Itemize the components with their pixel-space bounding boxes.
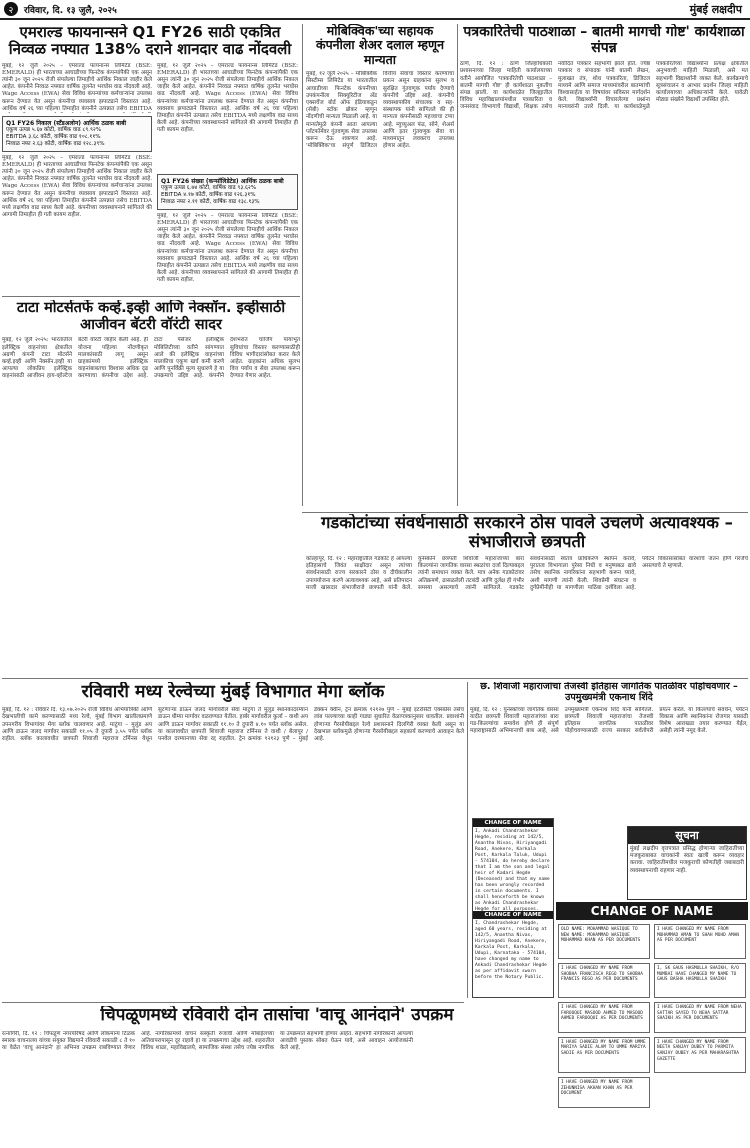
column-divider [457, 24, 458, 506]
row-divider [2, 1002, 464, 1003]
body-tata: मुंबई, १२ जुलै २०२५: भारतातील इलेक्ट्रिक वाहनांच्या क्षेत्रातील अग्रणी कंपनी टाटा मोटर्सने कर्व्ह.इव्ही आणि नेक्सॉन.इव्ही या आपल्या लोकप्रिय इलेक्ट्रिक वाहनांसाठी आजीवन हाय-व्होल्टेज बॅटरी वॉरंटी जाहीर केली आहे. ही योजना पहिल्या नोंदणीकृत मालकांसाठी लागू असून ग्राहकांमध्ये इलेक्ट्रिक वाहनांबाबतचा विश्वास अधिक दृढ करण्याचा कंपनीचा उद्देश आहे. टाटा पॅसेंजर इलेक्ट्रिक मोबिलिटीच्या वतीने सांगण्यात आले की इलेक्ट्रिक वाहनांच्या मालकीचा एकूण खर्च कमी करणे आणि पुनर्विक्री मूल्य सुधारणे हे या उपक्रमाचे उद्दिष्ट आहे. कंपनीने देशभरात चार्जिंग पायाभूत सुविधांचा विस्तार करण्यासाठीही विविध भागीदारांसोबत करार केले आहेत. ग्राहकांना अधिक सुलभ वित्त पर्याय व सेवा उपलब्ध करून देण्यात येणार आहेत. [2, 337, 300, 380]
body-shivaji: मुंबई, दि. १२ : युनेस्कोच्या जागतिक वारसा यादीत छत्रपती शिवाजी महाराजांच्या बारा गड-किल्ल्यांचा समावेश होणे ही संपूर्ण महाराष्ट्रासाठी अभिमानाची बाब आहे, असे उपमुख्यमंत्री एकनाथ शिंदे यांनी सांगितले. छत्रपती शिवाजी महाराजांचा तेजस्वी इतिहास जागतिक पातळीवर पोहोचवण्यासाठी राज्य सरकार सर्वतोपरी प्रयत्न करेल. या किल्ल्यांचे संवर्धन, पर्यटन विकास आणि स्थानिकांना रोजगार यासाठी विशेष आराखडा तयार करण्यात येईल, असेही त्यांनी नमूद केले. [470, 706, 748, 735]
infobox-line: निव्वळ नफा २.६३ कोटी, वार्षिक वाढ १२८.३९% [6, 140, 105, 147]
ad-heading: CHANGE OF NAME [473, 911, 553, 919]
name-change-ad: I HAVE CHANGED MY NAME FROM MOHAMMAD AMAN TO SHAH MOHD AMAN AS PER DOCUMENT [654, 924, 746, 959]
article-mobikwik [306, 24, 454, 508]
article-railway [2, 682, 464, 1000]
name-change-ad: I HAVE CHANGED MY NAME FROM FAROOQUI MASOOD AHMED TO MASOOD AHMED FAROOQUI AS PER DOCUMENTS [558, 1002, 650, 1033]
headline-journalism: पत्रकारितेची पाठशाळा – बातमी मागची गोष्ट' कार्यशाळा संपन्न [463, 24, 745, 57]
ad-text: I, Chandrashekar Hegde, aged 60 years, residing at 142/5, Anantha Nivas, Hiriyangadi Road, Anekere, Karkala Post, Karkala, Udupi, Karnataka - 574104, have changed my name to Ankadi Chandrashekar Hegde as per affidavit sworn before the Notary Public. [475, 921, 547, 980]
infobox-standalone-title: Q1 FY26 निकाल (स्टँडअलोन) आर्थिक ठळक बाबी [6, 119, 127, 127]
newspaper-name: मुंबई लक्षदीप [689, 3, 742, 16]
infobox-line: निव्वळ नफा २.११ कोटी, वार्षिक वाढ १३८.१३% [161, 198, 260, 205]
row-divider [2, 678, 748, 679]
column-divider [302, 24, 303, 506]
change-of-name-banner: CHANGE OF NAME [556, 902, 748, 920]
article-chiplun [2, 1006, 552, 1144]
name-change-ad: I HAVE CHANGED MY NAME FROM ZEHUNNISA AKHAN KHAN AS PER DOCUMENT [558, 1077, 650, 1108]
infobox-line: एकूण उत्पन्न ५.६७ कोटी, वार्षिक वाढ ८९.९२% [6, 126, 102, 133]
body-emerald-4: मुंबई, १२ जुलै २०२५ – एमराल्ड फायनान्स लिमिटेड (BSE: EMERALD) ही भारताच्या आघाडीच्या फिनटेक कंपन्यांपैकी एक असून त्यांनी ३० जून २०२५ रोजी संपलेल्या तिमाहीचे आर्थिक निकाल जाहीर केले आहेत. कंपनीने निव्वळ नफ्यात वार्षिक तुलनेत भरघोस वाढ नोंदवली आहे. Wage Access (EWA) सेवा विविध कंपन्यांच्या कर्मचाऱ्यांना उपलब्ध करून देण्यात येत असून कंपनीचा व्यवसाय झपाट्याने विस्तारत आहे. आर्थिक वर्ष २६ च्या पहिल्या तिमाहीत कंपनीने उत्पन्नात तसेच EBITDA मध्ये लक्षणीय वाढ साध्य केली आहे. कंपनीच्या व्यवस्थापनाने सांगितले की आगामी तिमाहीत ही गती कायम राहील. [157, 212, 298, 283]
name-change-ad: I HAVE CHANGED MY NAME FROM UMME MARIYA SADIE ALAM TO UMME MARIYA SADIE AS PER DOCUMENTS [558, 1037, 650, 1073]
notice-box [627, 826, 747, 900]
issue-date: रविवार, दि. १३ जुलै, २०२५ [24, 5, 117, 16]
name-change-ad: I HAVE CHANGED MY NAME FROM SHOBHA FRANCISCA REGO TO SHOBHA FRANCIS REGO AS PER DOCUMENTS [558, 963, 650, 998]
row-divider [2, 296, 300, 297]
body-chiplun: रत्नागिरी, दि. १२ : चिपळूण नगरपरिषद आणि लोकमान्य टिळक स्मारक वाचनालय यांच्या संयुक्त विद्यमाने रविवारी सकाळी ८ ते १० या वेळेत 'वाचू आनंदाने' हा अभिनव उपक्रम राबविण्यात येणार आहे. नागरिकांमध्ये वाचन संस्कृती रुजावी आणि मोबाईलच्या अतिवापरापासून दूर राहावे हा या उपक्रमाचा उद्देश आहे. शहरातील विविध शाळा, महाविद्यालये, सामाजिक संस्था तसेच ज्येष्ठ नागरिक या उपक्रमात सहभागी होणार आहेत. सहभागी नागरिकांनी आपल्या आवडीचे पुस्तक सोबत घेऊन यावे, असे आवाहन आयोजकांनी केले आहे. [2, 1030, 413, 1051]
body-mobikwik: मुंबई, १२ जुलै २०२५ – मोबिक्विक सिस्टीम्स लिमिटेड या भारतातील आघाडीच्या फिनटेक कंपनीच्या उपकंपनीला सिक्युरिटीज अँड एक्सचेंज बोर्ड ऑफ इंडियाकडून (सेबी) स्टॉक ब्रोकर म्हणून नोंदणीची मान्यता मिळाली आहे. या मान्यतेमुळे कंपनी आता आपल्या प्लॅटफॉर्मवर गुंतवणूक सेवा उपलब्ध करून देऊ शकणार आहे. 'मोबिक्विक'चा संपूर्ण डिजिटल वित्तीय सेवांचा विस्तार करण्याचा प्रयत्न असून ग्राहकांना सुलभ व सुरक्षित गुंतवणूक पर्याय देण्याचे कंपनीचे उद्दिष्ट आहे. कंपनीचे व्यवस्थापकीय संचालक व सह-संस्थापक यांनी सांगितले की ही मान्यता कंपनीसाठी महत्त्वाचा टप्पा आहे. म्युच्युअल फंड, सोने, शेअर्स आणि इतर गुंतवणूक सेवा या माध्यमातून लवकरच उपलब्ध होणार आहेत. [306, 71, 454, 150]
infobox-line: EBITDA ३.६८ कोटी, वार्षिक वाढ १०८.११% [6, 133, 101, 140]
page-number: २ [4, 2, 18, 16]
article-emerald [2, 24, 298, 292]
ad-text: I, Ankadi Chandrashekar Hegde, residing at 142/5, Anantha Nivas, Hiriyangadi Road, Anekere, Karkala Post, Karkala Taluk, Udupi - 574104, do hereby declare that I am the son and legal heir of Kadari Hegde (Deceased) and that my name has been wrongly recorded in certain documents. I shall henceforth be known as Ankadi Chandrashekar Hegde for all purposes. [475, 829, 550, 911]
article-tata [2, 300, 300, 670]
headline-mobikwik: मोबिक्विक'च्या सहायक कंपनीला शेअर दलाल म्हणून मान्यता [315, 24, 445, 67]
page-header [0, 0, 750, 20]
infobox-line: EBITDA ४.१७ कोटी, वार्षिक वाढ १२६.३१% [161, 191, 256, 198]
body-railway: मुंबई, दि. १२ : रविवार दि. १३.०७.२०२५ रोजी विविध अभियांत्रिकी आणि देखभालीची कामे करण्यासाठी मध्य रेल्वे, मुंबई विभाग खालीलप्रमाणे उपनगरीय विभागांवर मेगा ब्लॉक चालवणार आहे. माटुंगा – मुलुंड अप आणि डाऊन जलद मार्गावर सकाळी ११.०५ ते दुपारी ३.५५ पर्यंत ब्लॉक राहील. ब्लॉक कालावधीत छत्रपती शिवाजी महाराज टर्मिनस येथून सुटणाऱ्या डाऊन जलद मार्गावरील सेवा माटुंगा ते मुलुंड स्थानकांदरम्यान डाऊन धीम्या मार्गावर वळवण्यात येतील. हार्बर मार्गावरील कुर्ला – वाशी अप आणि डाऊन मार्गावर सकाळी ११.१० ते दुपारी ४.१० पर्यंत ब्लॉक असेल. या कालावधीत छत्रपती शिवाजी महाराज टर्मिनस ते वाशी / बेलापूर / पनवेल दरम्यानच्या सेवा रद्द राहतील. ट्रेन क्रमांक १२१२३ पुणे – मुंबई डेक्कन क्वीन, ट्रेन क्रमांक १२१२७ पुणे – मुंबई इंटरसिटी एक्सप्रेस तसेच लांब पल्ल्याच्या काही गाड्या सुधारित वेळापत्रकानुसार धावतील. प्रवाशांनी होणाऱ्या गैरसोयीबद्दल रेल्वे प्रशासनाने दिलगिरी व्यक्त केली असून या देखभाल ब्लॉकमुळे होणाऱ्या गैरसोयीबद्दल सहकार्य करण्याचे आवाहन केले आहे. [2, 707, 464, 742]
name-change-ad: OLD NAME: MOHAMMAD WASIQUE TO NEW NAME: MOHAMMAD WASIQUE MOHAMMAD KHAN AS PER DOCUMENTS [558, 924, 650, 959]
body-emerald-3: मुंबई, १२ जुलै २०२५ – एमराल्ड फायनान्स लिमिटेड (BSE: EMERALD) ही भारताच्या आघाडीच्या फिनटेक कंपन्यांपैकी एक असून त्यांनी ३० जून २०२५ रोजी संपलेल्या तिमाहीचे आर्थिक निकाल जाहीर केले आहेत. कंपनीने निव्वळ नफ्यात वार्षिक तुलनेत भरघोस वाढ नोंदवली आहे. Wage Access (EWA) सेवा विविध कंपन्यांच्या कर्मचाऱ्यांना उपलब्ध करून देण्यात येत असून कंपनीचा व्यवसाय झपाट्याने विस्तारत आहे. आर्थिक वर्ष २६ च्या पहिल्या तिमाहीत कंपनीने उत्पन्नात तसेच EBITDA मध्ये लक्षणीय वाढ साध्य केली आहे. कंपनीच्या व्यवस्थापनाने सांगितले की आगामी तिमाहीत ही गती कायम राहील. [157, 62, 298, 134]
infobox-consolidated-title: Q1 FY26 संख्या (कन्सॉलिडेटेड) आर्थिक ठळक बाबी [161, 177, 284, 185]
body-emerald-2: मुंबई, १२ जुलै २०२५ – एमराल्ड फायनान्स लिमिटेड (BSE: EMERALD) ही भारताच्या आघाडीच्या फिनटेक कंपन्यांपैकी एक असून त्यांनी ३० जून २०२५ रोजी संपलेल्या तिमाहीचे आर्थिक निकाल जाहीर केले आहेत. कंपनीने निव्वळ नफ्यात वार्षिक तुलनेत भरघोस वाढ नोंदवली आहे. Wage Access (EWA) सेवा विविध कंपन्यांच्या कर्मचाऱ्यांना उपलब्ध करून देण्यात येत असून कंपनीचा व्यवसाय झपाट्याने विस्तारत आहे. आर्थिक वर्ष २६ च्या पहिल्या तिमाहीत कंपनीने उत्पन्नात तसेच EBITDA मध्ये लक्षणीय वाढ साध्य केली आहे. कंपनीच्या व्यवस्थापनाने सांगितले की आगामी तिमाहीत ही गती कायम राहील. [2, 154, 152, 219]
infobox-consolidated [157, 174, 298, 210]
change-of-name-ads-left [472, 818, 554, 998]
body-emerald-1: मुंबई, १२ जुलै २०२५ – एमराल्ड फायनान्स लिमिटेड (BSE: EMERALD) ही भारताच्या आघाडीच्या फिनटेक कंपन्यांपैकी एक असून त्यांनी ३० जून २०२५ रोजी संपलेल्या तिमाहीचे आर्थिक निकाल जाहीर केले आहेत. कंपनीने निव्वळ नफ्यात वार्षिक तुलनेत भरघोस वाढ नोंदवली आहे. Wage Access (EWA) सेवा विविध कंपन्यांच्या कर्मचाऱ्यांना उपलब्ध करून देण्यात येत असून कंपनीचा व्यवसाय झपाट्याने विस्तारत आहे. आर्थिक वर्ष २६ च्या पहिल्या तिमाहीत कंपनीने उत्पन्नात तसेच EBITDA [2, 62, 152, 112]
headline-emerald: एमराल्ड फायनान्सने Q1 FY26 साठी एकत्रित निव्वळ नफ्यात 138% दराने शानदार वाढ नोंदवली [8, 24, 292, 59]
headline-gadkot: गडकोटांच्या संवर्धनासाठी सरकारने ठोस पावले उचलणे अत्यावश्यक – संभाजीराजे छत्रपती [321, 514, 733, 551]
article-journalism [460, 24, 748, 508]
headline-chiplun: चिपळूणमध्ये रविवारी दोन तासांचा 'वाचू आनंदाने' उपक्रम [100, 1006, 454, 1025]
name-change-ad: I HAVE CHANGED MY NAME FROM NEHA SATTAR SAYED TO NEHA SATTAR SHAIKH AS PER DOCUMENTS [654, 1002, 746, 1033]
name-change-ad: I HAVE CHANGED MY NAME FROM NEETA SANJAY DUBEY TO PARMITA SANJAY DUBEY AS PER MAHARASHTRA GAZETTE [654, 1037, 746, 1073]
column-divider [467, 682, 468, 998]
change-of-name-grid [556, 922, 748, 1000]
name-change-ad: I, SK GAUS HASMULLA SHAIKH, R/O MUMBAI HAVE CHANGED MY NAME TO GAUS BASHA HASMULLA SHAIKH [654, 963, 746, 998]
infobox-line: एकूण उत्पन्न ६.७४ कोटी, वार्षिक वाढ ९३.६२% [161, 184, 257, 191]
infobox-standalone [2, 116, 152, 152]
body-gadkot: कोल्हापूर, दि. १२ : महाराष्ट्रातील गडकोट हे आपल्या इतिहासाचे जिवंत साक्षीदार असून त्यांच्या संवर्धनासाठी राज्य सरकारने ठोस व दीर्घकालीन उपाययोजना करणे अत्यावश्यक आहे, असे प्रतिपादन माजी खासदार संभाजीराजे छत्रपती यांनी केले. युनेस्कोने छत्रपती शिवाजी महाराजांच्या बारा किल्ल्यांना जागतिक वारसा स्थळांचा दर्जा दिल्याबद्दल त्यांनी समाधान व्यक्त केले. मात्र अनेक गडकोटांवर अतिक्रमणे, ढासळलेली तटबंदी आणि दुर्लक्ष ही गंभीर समस्या असल्याचे त्यांनी सांगितले. गडकोट संवर्धनासाठी स्वतंत्र प्राधिकरण स्थापन करावे, पुरातत्व विभागाला पुरेसा निधी व मनुष्यबळ द्यावे तसेच स्थानिक नागरिकांना सहभागी करून घ्यावे, अशी मागणी त्यांनी केली. शिवप्रेमी संघटना व दुर्गप्रेमींनीही या मागणीला पाठिंबा दर्शविला आहे. पर्यटन विकासासोबत वारशाचे जतन होणे गरजेचे असल्याचे ते म्हणाले. [306, 555, 748, 591]
notice-title: सूचना [628, 827, 746, 844]
row-divider [302, 512, 748, 513]
article-shivaji [470, 682, 748, 814]
headline-railway: रविवारी मध्य रेल्वेच्या मुंबई विभागात मेगा ब्लॉक [81, 682, 385, 702]
body-journalism: ठाणे, दि. १२ : ठाणे जिल्हाधिकारी प्रशासनाच्या जिल्हा माहिती कार्यालयाच्या वतीने आयोजित 'पत्रकारितेची पाठशाळा – बातमी मागची गोष्ट' ही कार्यशाळा नुकतीच संपन्न झाली. या कार्यशाळेत जिल्ह्यातील विविध महाविद्यालयांमधील पत्रकारिता व जनसंवाद विभागाचे विद्यार्थी, शिक्षक तसेच नवोदित पत्रकार सहभागी झाले होते. ज्येष्ठ पत्रकार व संपादक यांनी बातमी लेखन, मुलाखत तंत्र, शोध पत्रकारिता, डिजिटल माध्यमे आणि समाज माध्यमांवरील बातम्यांची विश्वासार्हता या विषयांवर सविस्तर मार्गदर्शन केले. विद्यार्थ्यांनी विचारलेल्या प्रश्नांना मान्यवरांनी उत्तरे दिली. या कार्यशाळेमुळे पत्रकारितेच्या विद्यार्थ्यांना प्रत्यक्ष क्षेत्रातील अनुभवाची माहिती मिळाली, असे मत सहभागी विद्यार्थ्यांनी व्यक्त केले. कार्यक्रमाचे सूत्रसंचालन व आभार प्रदर्शन जिल्हा माहिती कार्यालयाच्या अधिकाऱ्यांनी केले. यावेळी मोठ्या संख्येने विद्यार्थी उपस्थित होते. [460, 61, 748, 111]
article-gadkot [306, 514, 748, 676]
ad-heading: CHANGE OF NAME [473, 819, 553, 827]
headline-shivaji: छ. शिवाजी महाराजांचा तेजस्वी इतिहास जागतिक पातळीवर पोहोचवणार – उपमुख्यमंत्री एकनाथ शिंदे [480, 682, 738, 703]
change-of-name-grid-2 [556, 1000, 748, 1110]
notice-body: मुंबई लक्षदीप वृत्तपत्रात प्रसिद्ध होणाऱ्या जाहिरातींच्या मजकुराबाबत वाचकांनी स्वतः खात्री करून व्यवहार करावा. जाहिरातीमधील मजकुराची कोणतीही जबाबदारी व्यवस्थापनाची राहणार नाही. [630, 846, 744, 874]
headline-tata: टाटा मोटर्सतर्फे कर्व्ह.इव्ही आणि नेक्सॉन. इव्हीसाठी आजीवन बॅटरी वॉरंटी सादर [16, 300, 286, 333]
